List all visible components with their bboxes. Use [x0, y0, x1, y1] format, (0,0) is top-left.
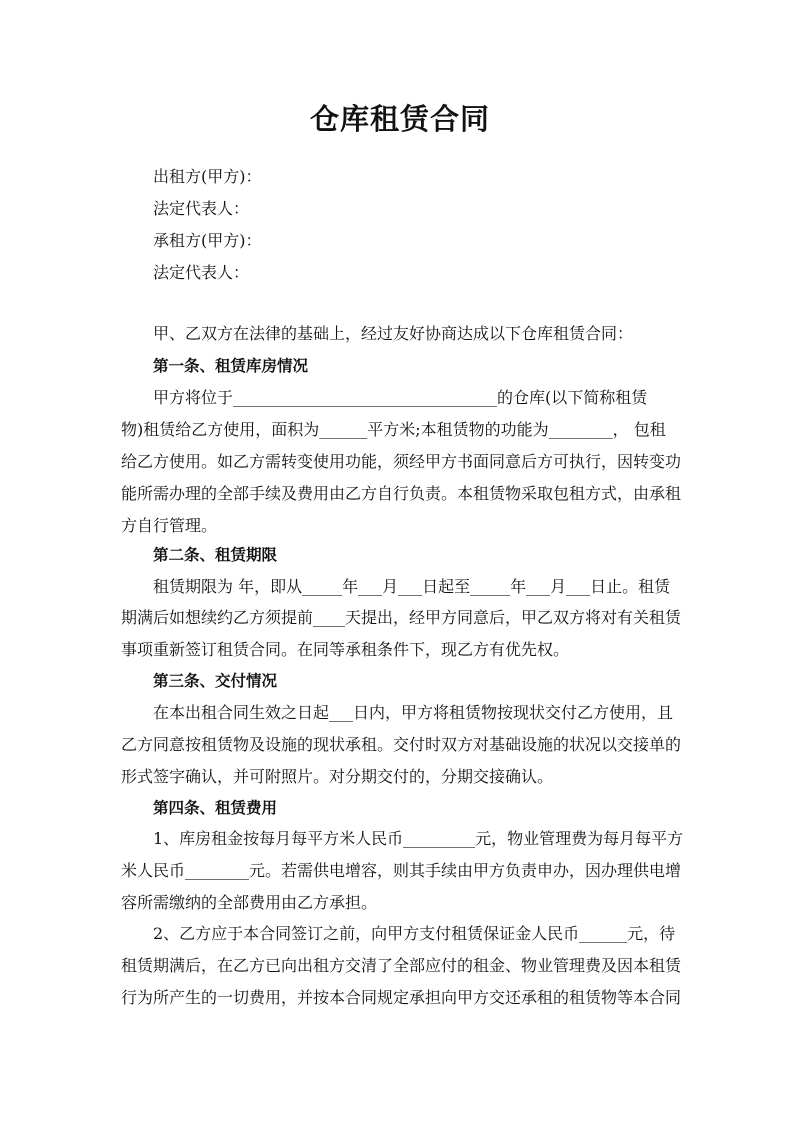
party-lessee: 承租方(甲方)： [153, 231, 262, 250]
document-title: 仓库租赁合同 [309, 102, 490, 136]
article-3-line: 乙方同意按租赁物及设施的现状承租。交付时双方对基础设施的状况以交接单的 [121, 735, 682, 754]
article-1-line: 甲方将位于_________________________________的仓库(以下简称租赁 [153, 388, 648, 407]
article-4-line: 米人民币________元。若需供电增容，则其手续由甲方负责申办，因办理供电增 [121, 861, 682, 880]
article-3-heading: 第三条、交付情况 [153, 672, 278, 690]
article-4-line: 行为所产生的一切费用，并按本合同规定承担向甲方交还承租的租赁物等本合同 [121, 988, 682, 1007]
article-2-line: 期满后如想续约乙方须提前____天提出，经甲方同意后，甲乙双方将对有关租赁 [121, 608, 682, 627]
article-3-line: 在本出租合同生效之日起___日内，甲方将租赁物按现状交付乙方使用，且 [153, 703, 674, 722]
article-2-line: 租赁期限为 年，即从_____年___月___日起至_____年___月___日止。租赁 [153, 577, 671, 596]
intro-paragraph: 甲、乙双方在法律的基础上，经过友好协商达成以下仓库租赁合同： [153, 324, 634, 343]
article-2-line: 事项重新签订租赁合同。在同等承租条件下，现乙方有优先权。 [121, 640, 570, 659]
article-4-line: 容所需缴纳的全部费用由乙方承担。 [121, 893, 378, 912]
article-1-line: 方自行管理。 [121, 516, 218, 535]
article-1-line: 给乙方使用。如乙方需转变使用功能，须经甲方书面同意后方可执行，因转变功 [121, 452, 682, 471]
article-2-heading: 第二条、租赁期限 [153, 546, 278, 564]
article-1-line: 物)租赁给乙方使用，面积为______平方米;本租赁物的功能为________， 包租 [121, 420, 666, 439]
article-3-line: 形式签字确认，并可附照片。对分期交付的，分期交接确认。 [121, 767, 554, 786]
article-4-line: 租赁期满后，在乙方已向出租方交清了全部应付的租金、物业管理费及因本租赁 [121, 956, 682, 975]
party-lessor-rep: 法定代表人： [153, 199, 250, 218]
article-1-heading: 第一条、租赁库房情况 [153, 357, 309, 375]
article-4-heading: 第四条、租赁费用 [153, 799, 278, 817]
article-4-line: 2、乙方应于本合同签订之前，向甲方支付租赁保证金人民币______元，待 [153, 924, 676, 943]
party-lessor: 出租方(甲方)： [153, 167, 262, 186]
article-1-line: 能所需办理的全部手续及费用由乙方自行负责。本租赁物采取包租方式，由承租 [121, 484, 682, 503]
party-lessee-rep: 法定代表人： [153, 263, 250, 282]
article-4-line: 1、库房租金按每月每平方米人民币_________元，物业管理费为每月每平方 [153, 829, 684, 848]
